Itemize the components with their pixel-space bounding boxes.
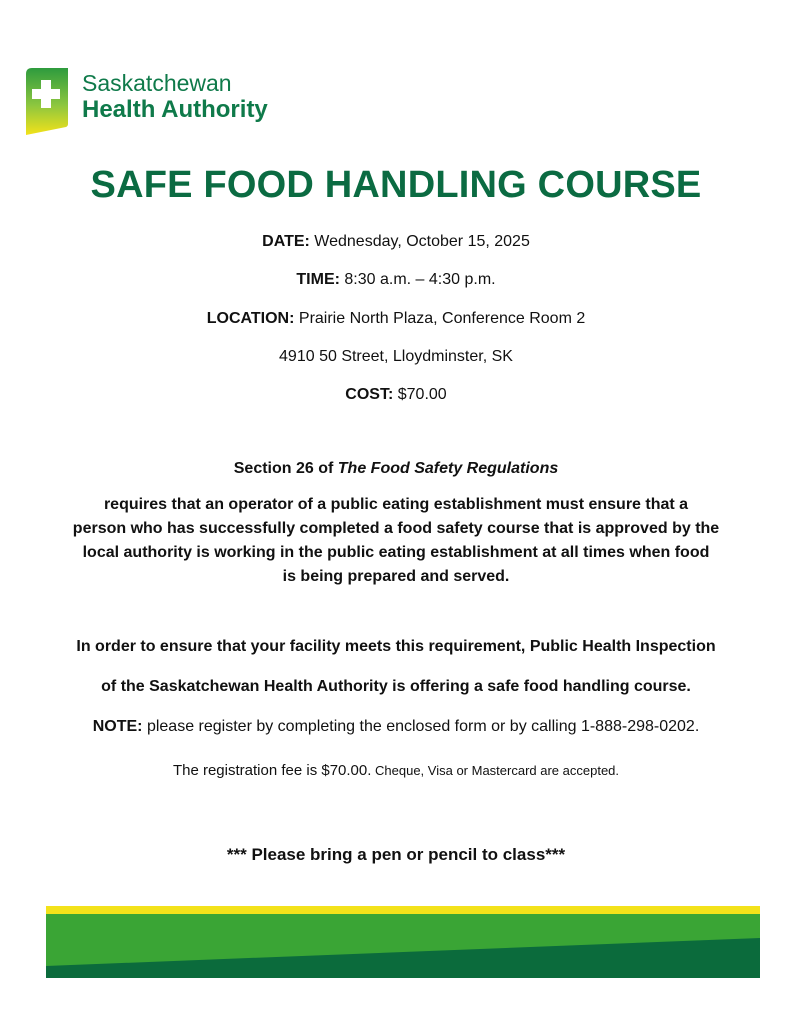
page-title: SAFE FOOD HANDLING COURSE: [90, 164, 702, 206]
paragraph-line: is being prepared and served.: [282, 568, 510, 585]
sha-logo-cross-icon: [24, 66, 72, 136]
registration-note: [0, 718, 792, 736]
logo-line-1: Saskatchewan: [82, 70, 232, 96]
address-value: 4910 50 Street, Lloydminster, SK: [279, 348, 513, 365]
location-value: Prairie North Plaza, Conference Room 2: [298, 310, 586, 327]
paragraph-line: person who has successfully completed a food safety course that is approved by the: [72, 520, 720, 537]
time-line: [0, 271, 792, 289]
cost-label: COST:: [345, 386, 394, 403]
date-value: Wednesday, October 15, 2025: [314, 233, 530, 250]
regulation-paragraph: [40, 493, 752, 589]
section-prefix: Section 26 of: [233, 460, 338, 477]
cost-line: [0, 386, 792, 404]
time-value: 8:30 a.m. – 4:30 p.m.: [344, 271, 496, 288]
note-text: please register by completing the enclosed form or by calling 1-888-298-0202.: [142, 718, 700, 735]
fee-text: The registration fee is $70.00.: [172, 762, 372, 779]
fee-line: [0, 762, 792, 779]
address-line: [0, 348, 792, 366]
sha-logo: [24, 66, 324, 138]
note-label: NOTE:: [92, 718, 143, 735]
section-heading: [40, 460, 752, 478]
paragraph-line: requires that an operator of a public eating establishment must ensure that a: [103, 496, 689, 513]
location-line: [0, 310, 792, 328]
footer-yellow-stripe: [46, 906, 760, 914]
requirement-line-1: In order to ensure that your facility meets this requirement, Public Health Inspection: [76, 638, 716, 655]
location-label: LOCATION:: [206, 310, 295, 327]
paragraph-line: local authority is working in the public eating establishment at all times when food: [82, 544, 710, 561]
logo-line-2: Health Authority: [82, 96, 268, 123]
regulation-title: The Food Safety Regulations: [337, 460, 559, 477]
date-line: [0, 233, 792, 251]
footer-stripe-banner: [46, 906, 760, 978]
payment-methods: Cheque, Visa or Mastercard are accepted.: [371, 763, 620, 778]
cost-value: $70.00: [397, 386, 447, 403]
time-label: TIME:: [296, 271, 340, 288]
requirement-line-2: of the Saskatchewan Health Authority is offering a safe food handling course.: [101, 678, 691, 695]
bring-pen-reminder: *** Please bring a pen or pencil to class***: [226, 845, 566, 864]
date-label: DATE:: [262, 233, 310, 250]
